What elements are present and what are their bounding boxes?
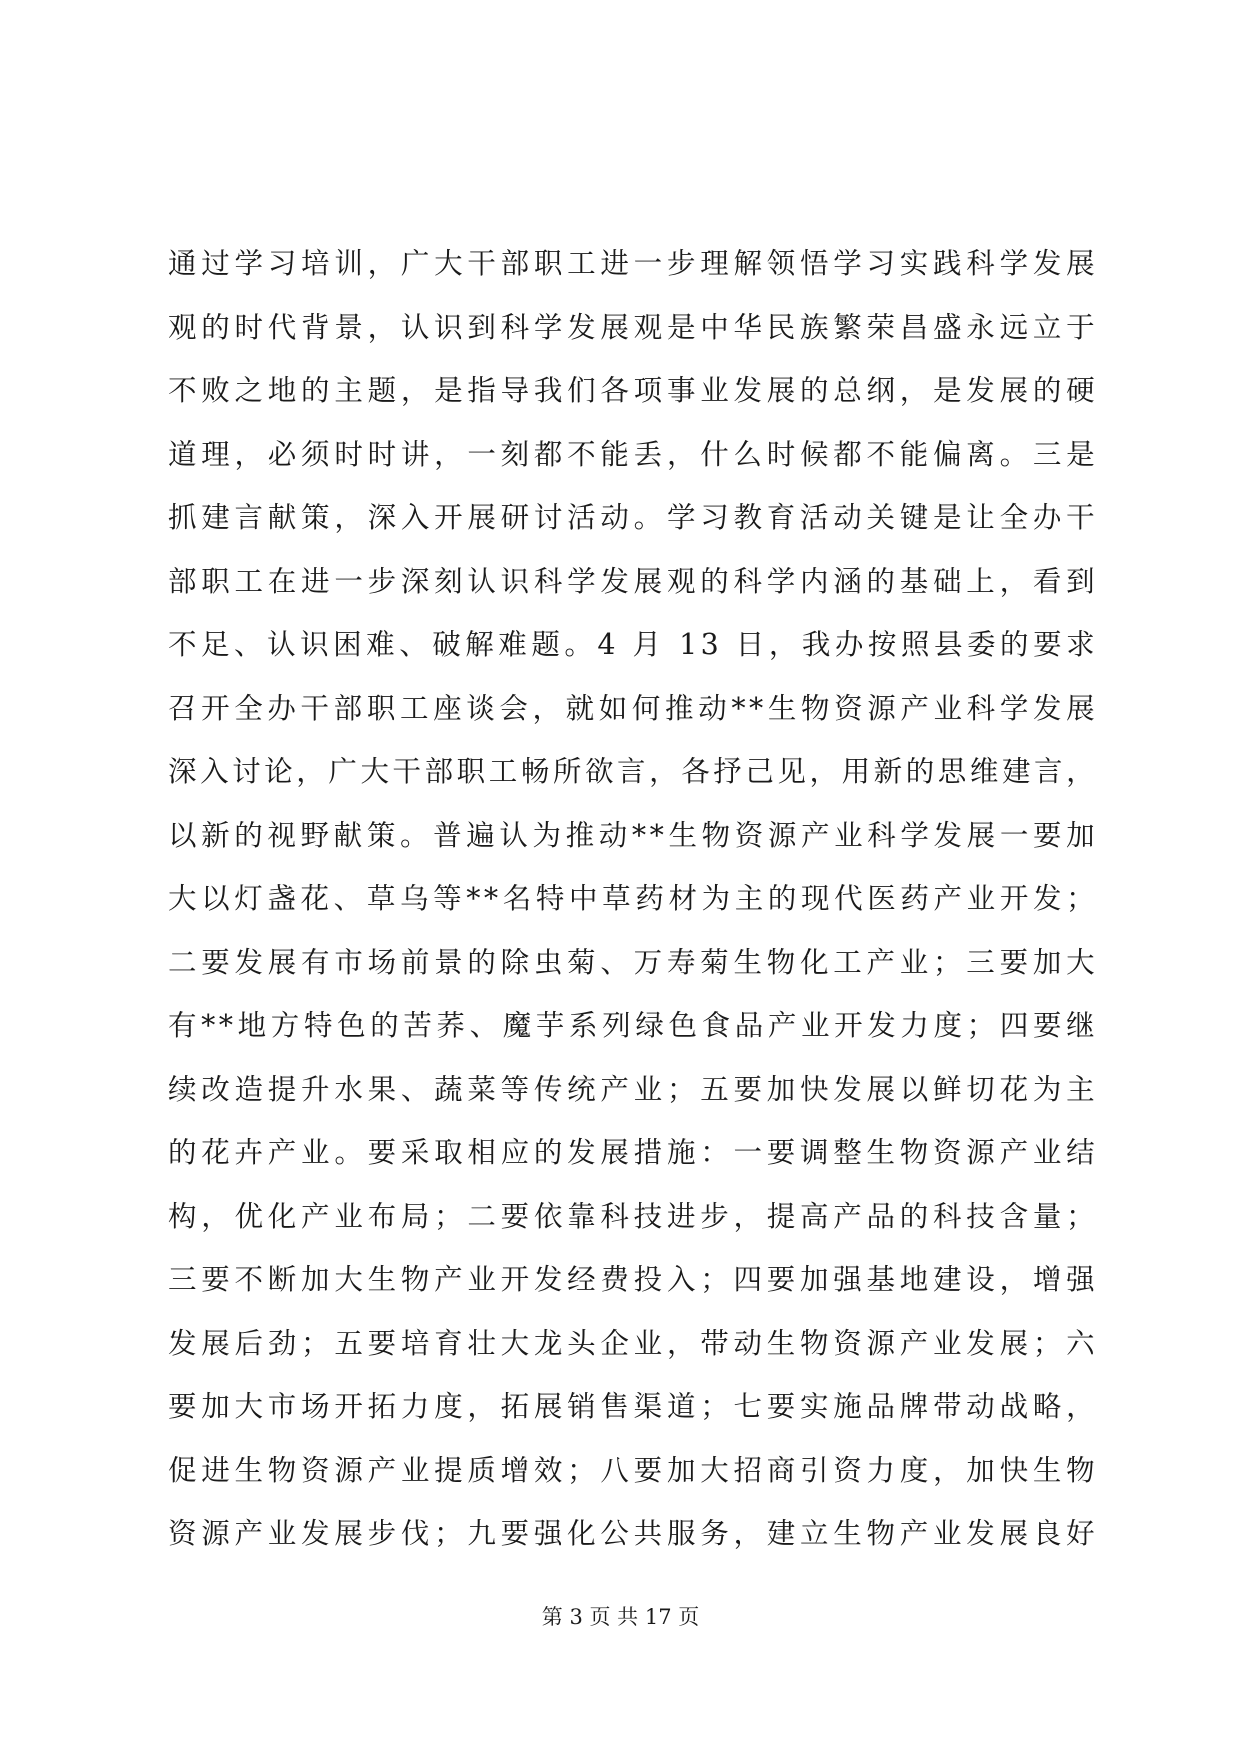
text-line: 有**地方特色的苦荞、魔芋系列绿色食品产业开发力度；四要继 xyxy=(168,1009,1098,1042)
text-line: 二要发展有市场前景的除虫菊、万寿菊生物化工产业；三要加大 xyxy=(168,945,1098,979)
text-line: 抓建言献策，深入开展研讨活动。学习教育活动关键是让全办干 xyxy=(168,501,1098,534)
text-line: 观的时代背景，认识到科学发展观是中华民族繁荣昌盛永远立于 xyxy=(168,310,1098,344)
text-line: 续改造提升水果、蔬菜等传统产业；五要加快发展以鲜切花为主 xyxy=(168,1072,1098,1106)
text-line: 不败之地的主题，是指导我们各项事业发展的总纲，是发展的硬 xyxy=(168,374,1098,407)
text-line: 的花卉产业。要采取相应的发展措施：一要调整生物资源产业结 xyxy=(168,1136,1098,1169)
text-line: 部职工在进一步深刻认识科学发展观的科学内涵的基础上，看到 xyxy=(168,564,1098,598)
text-line: 召开全办干部职工座谈会，就如何推动**生物资源产业科学发展 xyxy=(168,691,1098,725)
text-line: 道理，必须时时讲，一刻都不能丢，什么时候都不能偏离。三是 xyxy=(168,437,1098,471)
text-line: 深入讨论，广大干部职工畅所欲言，各抒己见，用新的思维建言， xyxy=(168,755,1098,788)
page-number-footer: 第 3 页 共 17 页 xyxy=(541,1605,700,1629)
text-line: 构，优化产业布局；二要依靠科技进步，提高产品的科技含量； xyxy=(168,1199,1098,1233)
text-line: 要加大市场开拓力度，拓展销售渠道；七要实施品牌带动战略， xyxy=(168,1390,1098,1423)
text-line: 以新的视野献策。普遍认为推动**生物资源产业科学发展一要加 xyxy=(168,818,1098,852)
body-text xyxy=(168,232,1098,1566)
text-line: 三要不断加大生物产业开发经费投入；四要加强基地建设，增强 xyxy=(168,1263,1098,1296)
text-line: 发展后劲；五要培育壮大龙头企业，带动生物资源产业发展；六 xyxy=(168,1326,1098,1360)
text-line: 不足、认识困难、破解难题。4 月 13 日，我办按照县委的要求 xyxy=(168,628,1098,661)
text-line: 大以灯盏花、草乌等**名特中草药材为主的现代医药产业开发； xyxy=(168,882,1098,915)
text-line: 促进生物资源产业提质增效；八要加大招商引资力度，加快生物 xyxy=(168,1453,1098,1487)
text-line: 资源产业发展步伐；九要强化公共服务，建立生物产业发展良好 xyxy=(168,1517,1098,1550)
text-line: 通过学习培训，广大干部职工进一步理解领悟学习实践科学发展 xyxy=(168,247,1098,280)
